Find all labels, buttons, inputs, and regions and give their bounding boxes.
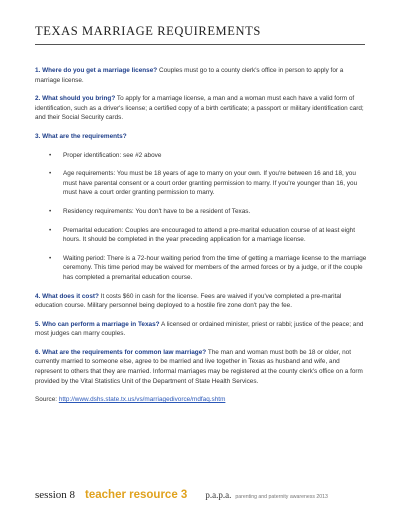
bullet-icon: • xyxy=(49,207,52,215)
bullet-icon: • xyxy=(49,170,52,178)
source-link[interactable]: http://www.dshs.state.tx.us/vs/marriagedivorce/mdfaq.shtm xyxy=(58,396,226,404)
list-item xyxy=(35,151,367,161)
requirements-list xyxy=(35,151,367,283)
bullet-icon: • xyxy=(49,151,52,159)
bullet-icon: • xyxy=(49,254,52,262)
faq-question: 1. Where do you get a marriage license? xyxy=(35,67,158,74)
source-label: Source: xyxy=(35,396,59,404)
faq-item-4 xyxy=(35,292,367,311)
faq-answer: The man and woman must both be 18 or older, not currently married to someone else, agree to be married and live together in Texas as husband and wife, and represent to others that they are married. Informal marriages may be registered at the county clerk's office on a form provided by the Vital Statistics Unit of the Department of State Health Services. xyxy=(35,348,363,385)
list-item-text: Age requirements: You must be 18 years of age to marry on your own. If you're between 16 and 18, you must have parental consent or a court order granting permission to marry. If you're younger than 16, you must have a court order granting permission to marry. xyxy=(63,170,358,197)
session-label: session 8 xyxy=(35,489,76,501)
faq-item-6 xyxy=(35,348,367,386)
faq-answer: Couples must go to a county clerk's office in person to apply for a marriage license. xyxy=(35,67,344,84)
bullet-icon: • xyxy=(49,226,52,234)
faq-item-5 xyxy=(35,320,367,339)
list-item xyxy=(35,226,367,245)
faq-question: 6. What are the requirements for common law marriage? xyxy=(35,348,207,356)
source-line xyxy=(35,395,367,405)
list-item xyxy=(35,169,367,198)
list-item-text: Waiting period: There is a 72-hour waiting period from the time of getting a marriage license to the marriage ceremony. This time period may be waived for members of the armed forces or by a judge, or if the couple has completed a premarital education course. xyxy=(63,254,367,281)
resource-label: teacher resource 3 xyxy=(85,489,188,501)
list-item xyxy=(35,254,367,283)
faq-question: 5. Who can perform a marriage in Texas? xyxy=(35,320,160,328)
faq-question: 4. What does it cost? xyxy=(35,292,99,300)
document-body xyxy=(35,66,367,414)
faq-item-3 xyxy=(35,132,367,142)
list-item xyxy=(35,207,367,217)
page-footer xyxy=(35,489,367,501)
list-item-text: Proper identification: see #2 above xyxy=(63,151,162,159)
faq-item-2 xyxy=(35,94,367,123)
faq-answer: A licensed or ordained minister, priest or rabbi; justice of the peace; and most judges can marry couples. xyxy=(35,320,364,338)
papa-logo-text: p.a.p.a. xyxy=(205,490,232,500)
page-title: TEXAS MARRIAGE REQUIREMENTS xyxy=(35,24,365,45)
list-item-text: Residency requirements: You don't have to be a resident of Texas. xyxy=(63,207,251,215)
list-item-text: Premarital education: Couples are encouraged to attend a pre-marital education course of at least eight hours. It should be completed in the year preceding application for a marriage license. xyxy=(63,226,356,244)
faq-item-1 xyxy=(35,66,367,85)
faq-answer: To apply for a marriage license, a man and a woman must each have a valid form of identification, such as a driver's license; a certified copy of a birth certificate; a passport or military identification card; and their Social Security cards. xyxy=(35,95,364,122)
faq-question: 2. What should you bring? xyxy=(35,95,116,103)
program-subtitle: parenting and paternity awareness 2013 xyxy=(235,494,328,500)
faq-answer: It costs $60 in cash for the license. Fees are waived if you've completed a pre-marital education course. Military personnel being deployed to a hostile fire zone don't pay the fee. xyxy=(35,292,342,310)
faq-question: 3. What are the requirements? xyxy=(35,132,127,140)
